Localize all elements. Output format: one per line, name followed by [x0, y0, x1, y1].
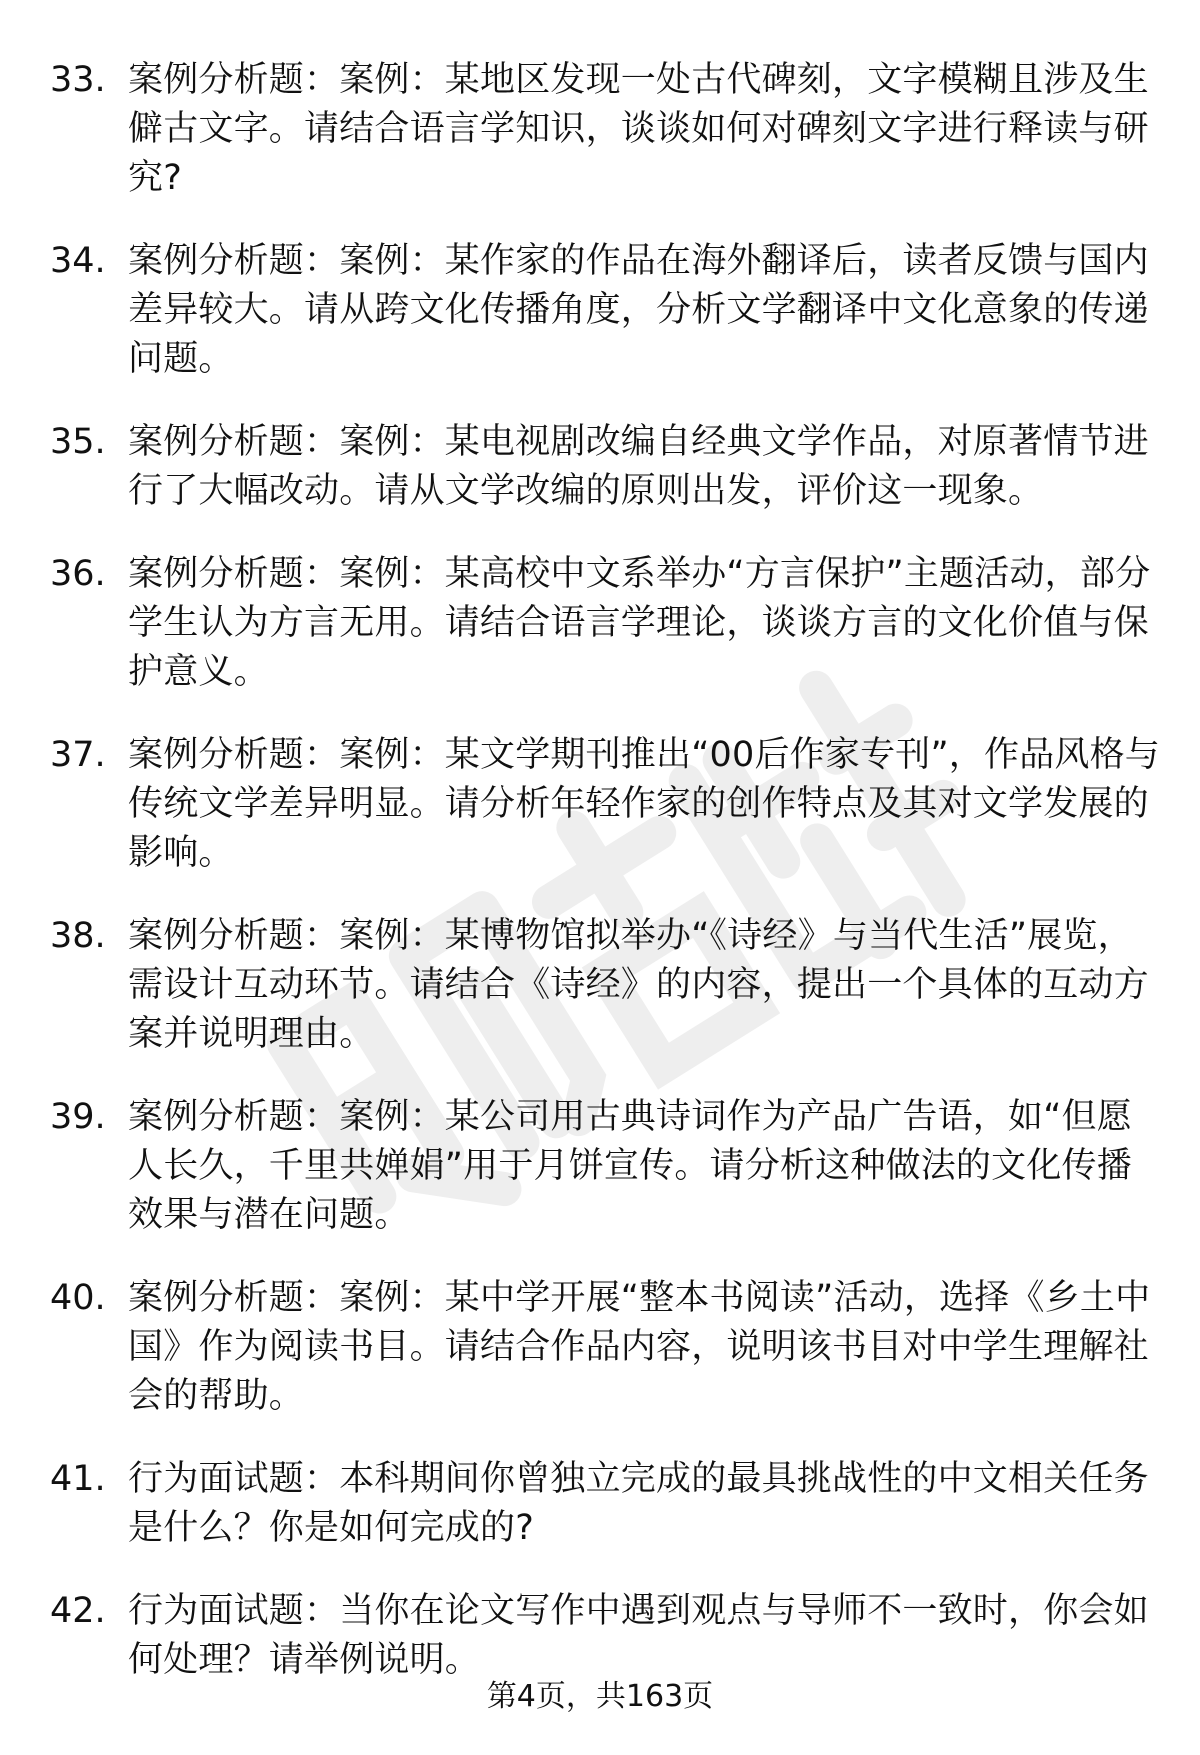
question-text: 案例分析题：案例：某文学期刊推出“00后作家专刊”，作品风格与传统文学差异明显。请分析年轻作家的创作特点及其对文学发展的影响。 [128, 735, 1161, 873]
question-number: 39. [50, 1097, 106, 1137]
question-item [50, 1093, 1160, 1240]
question-item [50, 1274, 1160, 1421]
question-text: 案例分析题：案例：某公司用古典诗词作为产品广告语，如“但愿人长久，千里共婵娟”用于月饼宣传。请分析这种做法的文化传播效果与潜在问题。 [128, 1097, 1132, 1235]
question-text: 案例分析题：案例：某作家的作品在海外翻译后，读者反馈与国内差异较大。请从跨文化传播角度，分析文学翻译中文化意象的传递问题。 [128, 241, 1149, 379]
question-item [50, 418, 1160, 516]
question-text: 案例分析题：案例：某博物馆拟举办“《诗经》与当代生活”展览，需设计互动环节。请结合《诗经》的内容，提出一个具体的互动方案并说明理由。 [128, 916, 1149, 1054]
question-text: 案例分析题：案例：某高校中文系举办“方言保护”主题活动，部分学生认为方言无用。请结合语言学理论，谈谈方言的文化价值与保护意义。 [128, 554, 1151, 692]
question-number: 38. [50, 916, 106, 956]
question-number: 41. [50, 1459, 106, 1499]
question-number: 33. [50, 60, 106, 100]
page-footer [0, 1677, 1200, 1717]
question-text: 案例分析题：案例：某地区发现一处古代碑刻，文字模糊且涉及生僻古文字。请结合语言学知识，谈谈如何对碑刻文字进行释读与研究? [128, 60, 1149, 198]
question-list [50, 56, 1160, 1719]
question-item [50, 912, 1160, 1059]
page-number-label: 第4页，共163页 [486, 1679, 714, 1714]
question-number: 36. [50, 554, 106, 594]
question-item [50, 237, 1160, 384]
question-number: 34. [50, 241, 106, 281]
question-text: 行为面试题：当你在论文写作中遇到观点与导师不一致时，你会如何处理？请举例说明。 [128, 1591, 1149, 1680]
question-number: 37. [50, 735, 106, 775]
question-item [50, 550, 1160, 697]
question-item [50, 1455, 1160, 1553]
question-text: 行为面试题：本科期间你曾独立完成的最具挑战性的中文相关任务是什么？你是如何完成的? [128, 1459, 1149, 1548]
question-text: 案例分析题：案例：某中学开展“整本书阅读”活动，选择《乡土中国》作为阅读书目。请结合作品内容，说明该书目对中学生理解社会的帮助。 [128, 1278, 1151, 1416]
question-text: 案例分析题：案例：某电视剧改编自经典文学作品，对原著情节进行了大幅改动。请从文学改编的原则出发，评价这一现象。 [128, 422, 1149, 511]
question-item [50, 731, 1160, 878]
question-item [50, 1587, 1160, 1685]
question-number: 40. [50, 1278, 106, 1318]
question-number: 35. [50, 422, 106, 462]
question-item [50, 56, 1160, 203]
question-number: 42. [50, 1591, 106, 1631]
